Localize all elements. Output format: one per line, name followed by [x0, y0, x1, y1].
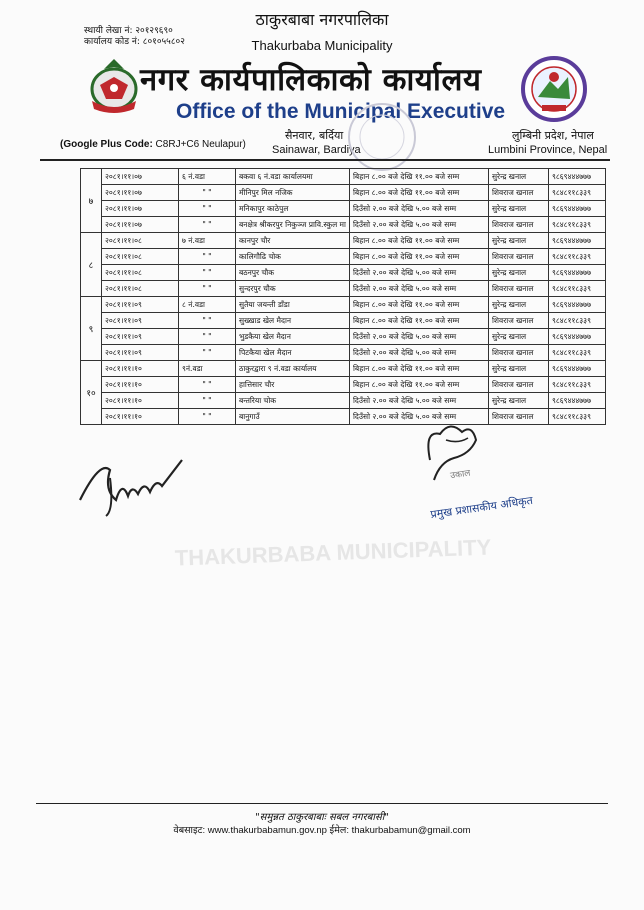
- location-cell: कालिगौढि चोक: [236, 249, 350, 265]
- date-cell: २०८१।११।०७: [102, 201, 179, 217]
- province-np: लुम्बिनी प्रदेश, नेपाल: [512, 129, 594, 142]
- ward-office-cell: " ": [179, 313, 236, 329]
- date-cell: २०८१।११।०८: [102, 233, 179, 249]
- time-cell: बिहान ८.०० बजे देखि ११.०० बजे सम्म: [349, 377, 488, 393]
- time-cell: बिहान ८.०० बजे देखि ११.०० बजे सम्म: [349, 233, 488, 249]
- time-cell: दिउँसो २.०० बजे देखि ५.०० बजे सम्म: [349, 329, 488, 345]
- table-row: [81, 313, 606, 329]
- location-cell: बठनपुर चौक: [236, 265, 350, 281]
- staff-cell: सुरेन्द्र खनाल: [488, 329, 548, 345]
- location-cell: मीनिपुर मिल नजिक: [236, 185, 350, 201]
- phone-cell: ९८४८११८३३९: [548, 377, 605, 393]
- ward-office-cell: ८ नं.वडा: [179, 297, 236, 313]
- staff-cell: सुरेन्द्र खनाल: [488, 361, 548, 377]
- phone-cell: ९८६९४४४७७७: [548, 297, 605, 313]
- location-cell: बनक्षेत्र श्रीकरपुर निकुञ्ज प्रावि.स्कुल मा: [236, 217, 350, 233]
- time-cell: दिउँसो २.०० बजे देखि ५.०० बजे सम्म: [349, 393, 488, 409]
- ward-office-cell: " ": [179, 185, 236, 201]
- time-cell: बिहान ८.०० बजे देखि ११.०० बजे सम्म: [349, 313, 488, 329]
- date-cell: २०८१।११।०७: [102, 217, 179, 233]
- table-row: [81, 265, 606, 281]
- staff-cell: सुरेन्द्र खनाल: [488, 265, 548, 281]
- staff-cell: सुरेन्द्र खनाल: [488, 297, 548, 313]
- ward-office-cell: " ": [179, 217, 236, 233]
- staff-cell: सुरेन्द्र खनाल: [488, 233, 548, 249]
- table-row: [81, 185, 606, 201]
- phone-cell: ९८६९४४४७७७: [548, 201, 605, 217]
- municipality-name-np: ठाकुरबाबा नगरपालिका: [255, 10, 389, 29]
- pan-number: स्थायी लेखा नं: २०१२९६९०: [84, 26, 173, 36]
- date-cell: २०८१।११।१०: [102, 409, 179, 425]
- location-cell: हात्तिसार चौर: [236, 377, 350, 393]
- table-row: [81, 201, 606, 217]
- staff-cell: सुरेन्द्र खनाल: [488, 393, 548, 409]
- table-row: [81, 281, 606, 297]
- phone-cell: ९८६९४४४७७७: [548, 361, 605, 377]
- table-row: [81, 409, 606, 425]
- watermark: THAKURBABA MUNICIPALITY: [174, 534, 492, 571]
- phone-cell: ९८४८११८३३९: [548, 345, 605, 361]
- time-cell: बिहान ८.०० बजे देखि ११.०० बजे सम्म: [349, 185, 488, 201]
- location-cell: पिटकैया खेल मैदान: [236, 345, 350, 361]
- footer-contact: वेबसाइट: www.thakurbabamun.gov.np ईमेल: thakurbabamun@gmail.com: [173, 825, 471, 836]
- staff-cell: शिवराज खनाल: [488, 345, 548, 361]
- table-row: [81, 361, 606, 377]
- date-cell: २०८१।११।०९: [102, 345, 179, 361]
- date-cell: २०८१।११।०९: [102, 329, 179, 345]
- time-cell: दिउँसो २.०० बजे देखि ५.०० बजे सम्म: [349, 281, 488, 297]
- address-np: सैनवार, बर्दिया: [285, 129, 344, 142]
- table-row: [81, 377, 606, 393]
- ward-number-cell: ९: [81, 297, 102, 361]
- ward-office-cell: " ": [179, 265, 236, 281]
- ward-office-cell: " ": [179, 393, 236, 409]
- staff-cell: शिवराज खनाल: [488, 281, 548, 297]
- date-cell: २०८१।११।१०: [102, 377, 179, 393]
- ward-number-cell: ८: [81, 233, 102, 297]
- google-plus-code: [60, 139, 246, 150]
- date-cell: २०८१।११।१०: [102, 361, 179, 377]
- staff-cell: शिवराज खनाल: [488, 409, 548, 425]
- phone-cell: ९८४८११८३३९: [548, 313, 605, 329]
- phone-cell: ९८४८११८३३९: [548, 249, 605, 265]
- date-cell: २०८१।११।०९: [102, 313, 179, 329]
- date-cell: २०८१।११।०८: [102, 249, 179, 265]
- table-row: [81, 217, 606, 233]
- province-en: Lumbini Province, Nepal: [488, 144, 608, 156]
- staff-cell: शिवराज खनाल: [488, 185, 548, 201]
- ward-number-cell: ७: [81, 169, 102, 233]
- date-cell: २०८१।११।१०: [102, 393, 179, 409]
- location-cell: भुडकैया खेल मैदान: [236, 329, 350, 345]
- staff-cell: शिवराज खनाल: [488, 377, 548, 393]
- time-cell: बिहान ८.०० बजे देखि ११.०० बजे सम्म: [349, 297, 488, 313]
- time-cell: बिहान ८.०० बजे देखि ११.०० बजे सम्म: [349, 169, 488, 185]
- time-cell: दिउँसो २.०० बजे देखि ५.०० बजे सम्म: [349, 217, 488, 233]
- staff-cell: सुरेन्द्र खनाल: [488, 201, 548, 217]
- table-row: [81, 297, 606, 313]
- location-cell: कानपुर चौर: [236, 233, 350, 249]
- office-stamp: [342, 100, 422, 174]
- location-cell: ठाकुरद्वारा ९ नं.वडा कार्यालय: [236, 361, 350, 377]
- staff-cell: सुरेन्द्र खनाल: [488, 169, 548, 185]
- time-cell: दिउँसो २.०० बजे देखि ५.०० बजे सम्म: [349, 265, 488, 281]
- municipality-seal-logo: [520, 55, 588, 123]
- header-divider: [40, 159, 610, 161]
- phone-cell: ९८४८११८३३९: [548, 409, 605, 425]
- table-row: [81, 169, 606, 185]
- time-cell: बिहान ८.०० बजे देखि ११.०० बजे सम्म: [349, 361, 488, 377]
- phone-cell: ९८६९४४४७७७: [548, 329, 605, 345]
- phone-cell: ९८६९४४४७७७: [548, 169, 605, 185]
- table-row: [81, 233, 606, 249]
- date-cell: २०८१।११।०७: [102, 185, 179, 201]
- date-cell: २०८१।११।०७: [102, 169, 179, 185]
- ward-office-cell: " ": [179, 345, 236, 361]
- address-en: Sainawar, Bardiya: [272, 144, 361, 156]
- signature-left: [70, 450, 190, 520]
- location-cell: सुन्दरपुर चौक: [236, 281, 350, 297]
- ward-office-cell: " ": [179, 329, 236, 345]
- phone-cell: ९८६९४४४७७७: [548, 265, 605, 281]
- ward-number-cell: १०: [81, 361, 102, 425]
- table-row: [81, 329, 606, 345]
- time-cell: बिहान ८.०० बजे देखि ११.०० बजे सम्म: [349, 249, 488, 265]
- location-cell: सुतैया जयन्ती डाँडा: [236, 297, 350, 313]
- location-cell: बन्तरिया चोक: [236, 393, 350, 409]
- time-cell: दिउँसो २.०० बजे देखि ५.०० बजे सम्म: [349, 409, 488, 425]
- schedule-table: [80, 168, 606, 425]
- time-cell: दिउँसो २.०० बजे देखि ५.०० बजे सम्म: [349, 201, 488, 217]
- phone-cell: ९८६९४४४७७७: [548, 393, 605, 409]
- phone-cell: ९८४८११८३३९: [548, 217, 605, 233]
- staff-cell: शिवराज खनाल: [488, 313, 548, 329]
- municipality-name-en: Thakurbaba Municipality: [251, 38, 393, 53]
- location-cell: सुख्खाड खेल मैदान: [236, 313, 350, 329]
- date-cell: २०८१।११।०९: [102, 297, 179, 313]
- ward-office-cell: ६ नं.वडा: [179, 169, 236, 185]
- table-row: [81, 393, 606, 409]
- phone-cell: ९८४८११८३३९: [548, 281, 605, 297]
- ward-office-cell: ९नं.वडा: [179, 361, 236, 377]
- office-title-np: नगर कार्यपालिकाको कार्यालय: [140, 62, 482, 98]
- location-cell: बकवा ६ नं.वडा कार्यालयमा: [236, 169, 350, 185]
- signatory-title: प्रमुख प्रशासकीय अधिकृत: [429, 493, 534, 522]
- footer-divider: [36, 803, 608, 804]
- location-cell: बानुगाउँ: [236, 409, 350, 425]
- table-row: [81, 345, 606, 361]
- date-cell: २०८१।११।०८: [102, 281, 179, 297]
- ward-office-cell: " ": [179, 249, 236, 265]
- office-code: कार्यालय कोड नं: ८०१०५५८०२: [84, 37, 185, 47]
- date-cell: २०८१।११।०८: [102, 265, 179, 281]
- office-title-en: Office of the Municipal Executive: [176, 100, 506, 123]
- footer-slogan: "समुन्नत ठाकुरबाबाः सबल नगरबासी": [255, 812, 389, 823]
- ward-office-cell: " ": [179, 377, 236, 393]
- staff-cell: शिवराज खनाल: [488, 249, 548, 265]
- table-row: [81, 249, 606, 265]
- gplus-label: (Google Plus Code:: [60, 139, 153, 150]
- time-cell: दिउँसो २.०० बजे देखि ५.०० बजे सम्म: [349, 345, 488, 361]
- ward-office-cell: " ": [179, 281, 236, 297]
- location-cell: मनिकापुर काठेपुल: [236, 201, 350, 217]
- signatory-name-partial: उकाल: [449, 468, 472, 482]
- ward-office-cell: ७ नं.वडा: [179, 233, 236, 249]
- staff-cell: शिवराज खनाल: [488, 217, 548, 233]
- ward-office-cell: " ": [179, 201, 236, 217]
- gplus-value: C8RJ+C6 Neulapur): [152, 139, 246, 150]
- ward-office-cell: " ": [179, 409, 236, 425]
- phone-cell: ९८६९४४४७७७: [548, 233, 605, 249]
- nepal-emblem-logo: [80, 55, 148, 117]
- phone-cell: ९८४८११८३३९: [548, 185, 605, 201]
